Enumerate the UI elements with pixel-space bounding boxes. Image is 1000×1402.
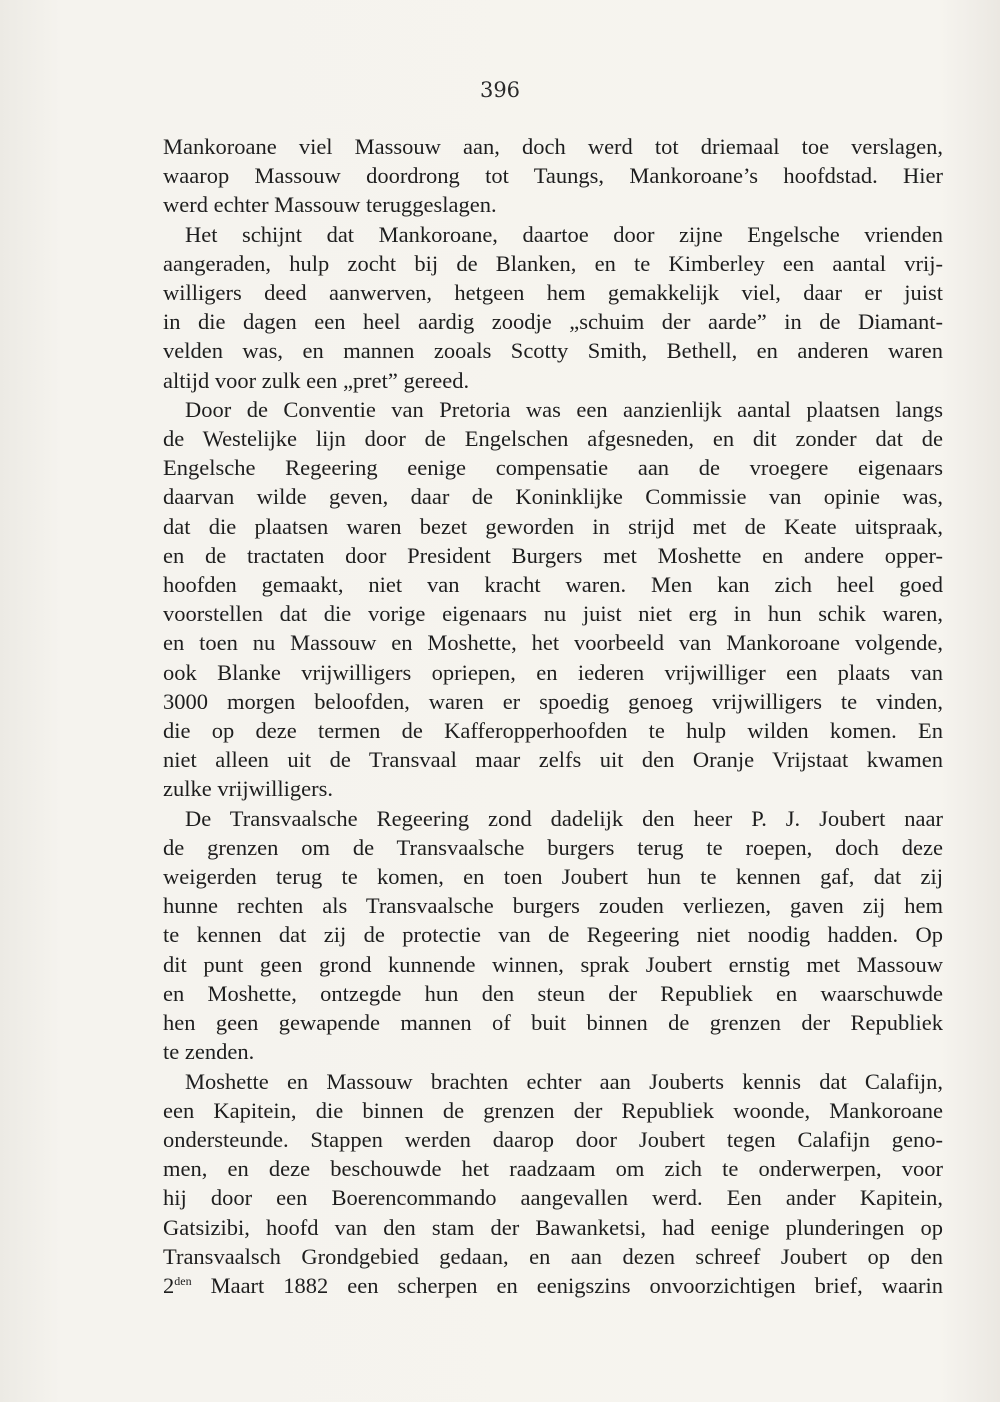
text-line: dit punt geen grond kunnende winnen, sprak Joubert ernstig met Massouw xyxy=(163,951,943,977)
text-line: Engelsche Regeering eenige compensatie aan de vroegere eigenaars xyxy=(163,455,943,481)
text-line: en de tractaten door President Burgers met Moshette en andere opper- xyxy=(163,542,943,568)
paragraph xyxy=(163,804,943,1067)
date-suffix: den xyxy=(174,1273,192,1288)
text-line: hen geen gewapende mannen of buit binnen de grenzen der Republiek xyxy=(163,1010,943,1036)
text-line: ook Blanke vrijwilligers opriepen, en iederen vrijwilliger een plaats van xyxy=(163,659,943,685)
text-line: Transvaalsch Grondgebied gedaan, en aan dezen schreef Joubert op den xyxy=(163,1243,943,1269)
text-line: ondersteunde. Stappen werden daarop door Joubert tegen Calafijn geno- xyxy=(163,1126,943,1152)
text-line: werd echter Massouw teruggeslagen. xyxy=(163,192,497,218)
paragraph xyxy=(163,395,943,804)
text-line: en Moshette, ontzegde hun den steun der Republiek en waarschuwde xyxy=(163,980,943,1006)
text-line: in die dagen een heel aardig zoodje „schuim der aarde” in de Diamant- xyxy=(163,309,943,335)
text-line: hoofden gemaakt, niet van kracht waren. Men kan zich heel goed xyxy=(163,572,943,598)
text-line: een Kapitein, die binnen de grenzen der Republiek woonde, Mankoroane xyxy=(163,1097,943,1123)
text-line: niet alleen uit de Transvaal maar zelfs uit den Oranje Vrijstaat kwamen xyxy=(163,747,943,773)
text-line: hunne rechten als Transvaalsche burgers zouden verliezen, gaven zij hem xyxy=(163,893,943,919)
final-line-rest: Maart 1882 een scherpen en eenigszins onvoorzichtigen brief, waarin xyxy=(191,1272,943,1298)
paragraph xyxy=(163,1067,943,1301)
date-day: 2 xyxy=(163,1272,175,1298)
text-line: te zenden. xyxy=(163,1039,255,1065)
text-line: Gatsizibi, hoofd van den stam der Bawanketsi, had eenige plunderingen op xyxy=(163,1214,943,1240)
text-line: de Westelijke lijn door de Engelschen afgesneden, en dit zonder dat de xyxy=(163,426,943,452)
text-line: die op deze termen de Kafferopperhoofden te hulp wilden komen. En xyxy=(163,718,943,744)
text-line: 3000 morgen beloofden, waren er spoedig genoeg vrijwilligers te vinden, xyxy=(163,688,943,714)
text-line: velden was, en mannen zooals Scotty Smith, Bethell, en anderen waren xyxy=(163,338,943,364)
text-line: altijd voor zulk een „pret” gereed. xyxy=(163,367,470,393)
text-line: Door de Conventie van Pretoria was een aanzienlijk aantal plaatsen langs xyxy=(185,396,943,422)
text-line: Het schijnt dat Mankoroane, daartoe door zijne Engelsche vrienden xyxy=(185,221,943,247)
text-line: de grenzen om de Transvaalsche burgers terug te roepen, doch deze xyxy=(163,834,943,860)
text-line: waarop Massouw doordrong tot Taungs, Mankoroane’s hoofdstad. Hier xyxy=(163,163,943,189)
text-line: te kennen dat zij de protectie van de Regeering niet noodig hadden. Op xyxy=(163,922,943,948)
text-line: weigerden terug te komen, en toen Joubert hun te kennen gaf, dat zij xyxy=(163,864,943,890)
text-line: dat die plaatsen waren bezet geworden in strijd met de Keate uitspraak, xyxy=(163,513,943,539)
body-text xyxy=(163,132,943,1300)
text-line-final xyxy=(163,1271,943,1300)
text-line: Moshette en Massouw brachten echter aan Jouberts kennis dat Calafijn, xyxy=(185,1068,943,1094)
text-line: hij door een Boerencommando aangevallen werd. Een ander Kapitein, xyxy=(163,1185,943,1211)
text-line: De Transvaalsche Regeering zond dadelijk den heer P. J. Joubert naar xyxy=(185,805,943,831)
text-line: willigers deed aanwerven, hetgeen hem gemakkelijk viel, daar er juist xyxy=(163,280,943,306)
text-line: daarvan wilde geven, daar de Koninklijke Commissie van opinie was, xyxy=(163,484,943,510)
text-line: men, en deze beschouwde het raadzaam om zich te onderwerpen, voor xyxy=(163,1156,943,1182)
text-line: zulke vrijwilligers. xyxy=(163,776,333,802)
text-line: en toen nu Massouw en Moshette, het voorbeeld van Mankoroane volgende, xyxy=(163,630,943,656)
text-line: voorstellen dat die vorige eigenaars nu juist niet erg in hun schik waren, xyxy=(163,601,943,627)
text-line: aangeraden, hulp zocht bij de Blanken, en te Kimberley een aantal vrij- xyxy=(163,250,943,276)
paragraph xyxy=(163,220,943,395)
text-line: Mankoroane viel Massouw aan, doch werd tot driemaal toe verslagen, xyxy=(163,134,943,159)
page-number: 396 xyxy=(479,78,521,102)
paragraph xyxy=(163,132,943,220)
